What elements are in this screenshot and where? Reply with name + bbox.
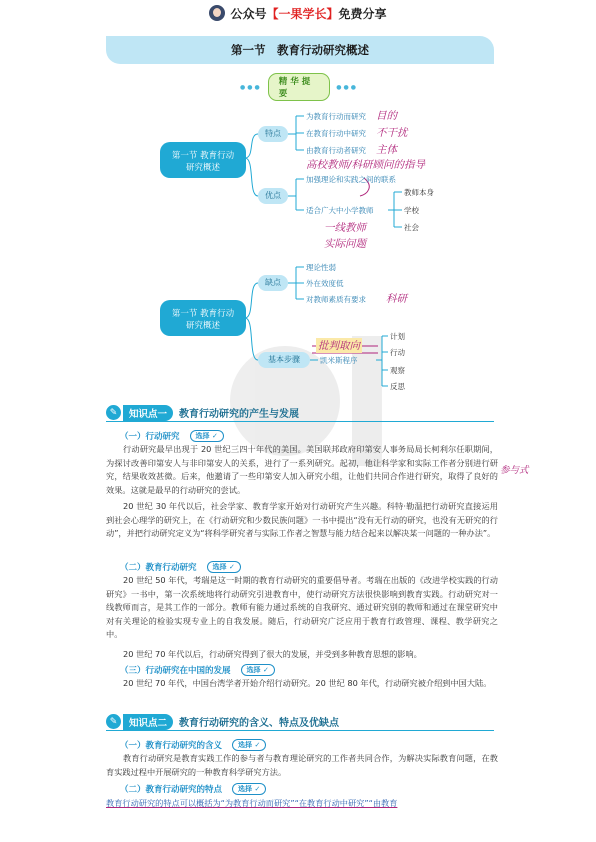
- mindmap2-root-line1: 第一节 教育行动: [171, 309, 235, 319]
- handwriting-note: 一线教师: [324, 222, 366, 234]
- kp2-title: 教育行动研究的含义、特点及优缺点: [179, 718, 340, 729]
- handwriting-note: 科研: [386, 293, 407, 305]
- handwriting-note: 批判取向: [318, 340, 360, 352]
- header-suffix: 免费分享: [338, 6, 387, 21]
- badge-text: 选择: [195, 431, 210, 440]
- s1-heading-text: （一）行动研究: [120, 431, 180, 442]
- header-bracket-close: 】: [326, 6, 339, 21]
- leaf-kemmis: 凯米斯程序: [320, 356, 358, 365]
- header-name: 一果学长: [278, 6, 327, 21]
- s1-badge: 选择 ✓: [190, 430, 224, 442]
- badge-text: 选择: [238, 740, 253, 749]
- step-reflect: 反思: [390, 382, 405, 391]
- s4-heading: [120, 738, 266, 751]
- leaf-weak-theory: 理论性弱: [306, 263, 336, 272]
- mindmap1-root-line2: 研究概述: [185, 163, 220, 173]
- step-act: 行动: [390, 348, 405, 357]
- leaf-school: 学校: [404, 206, 419, 215]
- s5-badge: 选择 ✓: [232, 783, 266, 795]
- s5-para1: 教育行动研究的特点可以概括为“为教育行动而研究”“在教育行动中研究”“由教育: [106, 798, 398, 808]
- handwriting-note: 目的: [376, 110, 397, 122]
- header-prefix: 公众号: [230, 6, 267, 21]
- branch-tedian: 特点: [258, 126, 288, 142]
- handwriting-note: 不干扰: [376, 127, 408, 139]
- s2-para1: 20 世纪 50 年代，考瑞是这一时期的教育行动研究的重要倡导者。考瑞在出版的《改进学校实践的行动研究》一书中，第一次系统地将行动研究引进教育中，使行动研究方法很快影响到教育实践。行动研究对一线教师而言，是其工作的一部分。教师有能力通过系统的自我研究、通过研究别的教师和通过在课堂研究中对有关理论的检验实现专业上的自我发展。随后，行动研究广泛应用于教育行政管理、课程、教学研究之中。: [106, 575, 498, 640]
- step-plan: 计划: [390, 332, 405, 341]
- book-icon: ✎: [106, 714, 121, 729]
- badge-text: 选择: [212, 562, 227, 571]
- leaf-teacher-quality: 对教师素质有要求: [306, 295, 366, 304]
- handwriting-note: 实际问题: [324, 238, 366, 250]
- s2-badge: 选择 ✓: [207, 561, 241, 573]
- branch-steps: 基本步骤: [258, 352, 310, 368]
- s2-heading-text: （二）教育行动研究: [120, 562, 197, 573]
- leaf-in-action: 在教育行动中研究: [306, 129, 366, 138]
- kp1-label: 知识点一: [123, 405, 173, 421]
- dots-icon: ●●●: [336, 83, 358, 91]
- dots-icon: ●●●: [240, 83, 262, 91]
- book-icon: ✎: [106, 405, 121, 420]
- knowledge-point-1: [106, 404, 494, 422]
- kp2-label: 知识点二: [123, 714, 173, 730]
- leaf-low-validity: 外在效度低: [306, 279, 344, 288]
- s5-heading-text: （二）教育行动研究的特点: [120, 784, 223, 795]
- leaf-teachers: 适合广大中小学教师: [306, 206, 374, 215]
- leaf-by-actor: 由教育行动者研究: [306, 146, 366, 155]
- s1-heading: [120, 429, 224, 442]
- s3-heading-text: （三）行动研究在中国的发展: [120, 665, 231, 676]
- badge-text: 选择: [238, 784, 253, 793]
- mindmap2-root-line2: 研究概述: [185, 321, 220, 331]
- s4-para1: 教育行动研究是教育实践工作的参与者与教育理论研究的工作者共同合作，为解决实际教育问题，在教育实践过程中开展研究的一种教育科学研究方法。: [106, 753, 498, 777]
- branch-youdian: 优点: [258, 188, 288, 204]
- section-title: 第一节 教育行动研究概述: [106, 36, 494, 64]
- kp1-title: 教育行动研究的产生与发展: [179, 409, 300, 420]
- mindmap1-root: [160, 142, 246, 178]
- margin-note: 参与式: [500, 465, 529, 476]
- leaf-theory-practice: 加强理论和实践之间的联系: [306, 175, 396, 184]
- leaf-society: 社会: [404, 223, 419, 232]
- handwriting-note: 高校教师/科研顾问的指导: [306, 159, 426, 171]
- s4-badge: 选择 ✓: [232, 739, 266, 751]
- leaf-teacher-self: 教师本身: [404, 188, 434, 197]
- step-observe: 观察: [390, 366, 405, 375]
- leaf-for-action: 为教育行动而研究: [306, 112, 366, 121]
- branch-quedian: 缺点: [258, 275, 288, 291]
- s2-heading: [120, 560, 241, 573]
- summary-label: 精华提要: [268, 73, 331, 101]
- s3-badge: 选择 ✓: [241, 664, 275, 676]
- s3-para1: 20 世纪 70 年代，中国台湾学者开始介绍行动研究。20 世纪 80 年代，行动研究被介绍到中国大陆。: [123, 678, 492, 688]
- handwriting-note: 主体: [376, 144, 397, 156]
- s1-para1: 行动研究最早出现于 20 世纪三四十年代的美国。美国联邦政府印第安人事务局局长柯利尔任职期间，为探讨改善印第安人与非印第安人的关系，进行了一系列研究。起初，他让科学家和实际工作者分别进行研究，结果收效甚微。后来，他邀请了一些印第安人加入研究小组，让他们共同合作进行研究，取得了良好的效果。这就是最早的行动研究的尝试。: [106, 444, 498, 495]
- s5-heading: [120, 782, 266, 795]
- s2-para2: 20 世纪 70 年代以后，行动研究得到了很大的发展，并受到多种教育思想的影响。: [123, 649, 422, 659]
- header-bracket-open: 【: [266, 6, 279, 21]
- badge-text: 选择: [246, 665, 261, 674]
- s3-heading: [120, 663, 275, 676]
- s1-para2: 20 世纪 30 年代以后，社会学家、教育学家开始对行动研究产生兴趣。科特·勒温把行动研究直接运用到社会心理学的研究上，在《行动研究和少数民族问题》一书中提出“没有无行动的研究，也没有无研究的行动”，并把行动研究定义为“将科学研究者与实际工作者之智慧与能力结合起来以解决某一问题的一种办法”。: [106, 501, 498, 539]
- mindmap1-root-line1: 第一节 教育行动: [171, 151, 235, 161]
- s4-heading-text: （一）教育行动研究的含义: [120, 740, 223, 751]
- mindmap2-root: [160, 300, 246, 336]
- knowledge-point-2: [106, 713, 494, 731]
